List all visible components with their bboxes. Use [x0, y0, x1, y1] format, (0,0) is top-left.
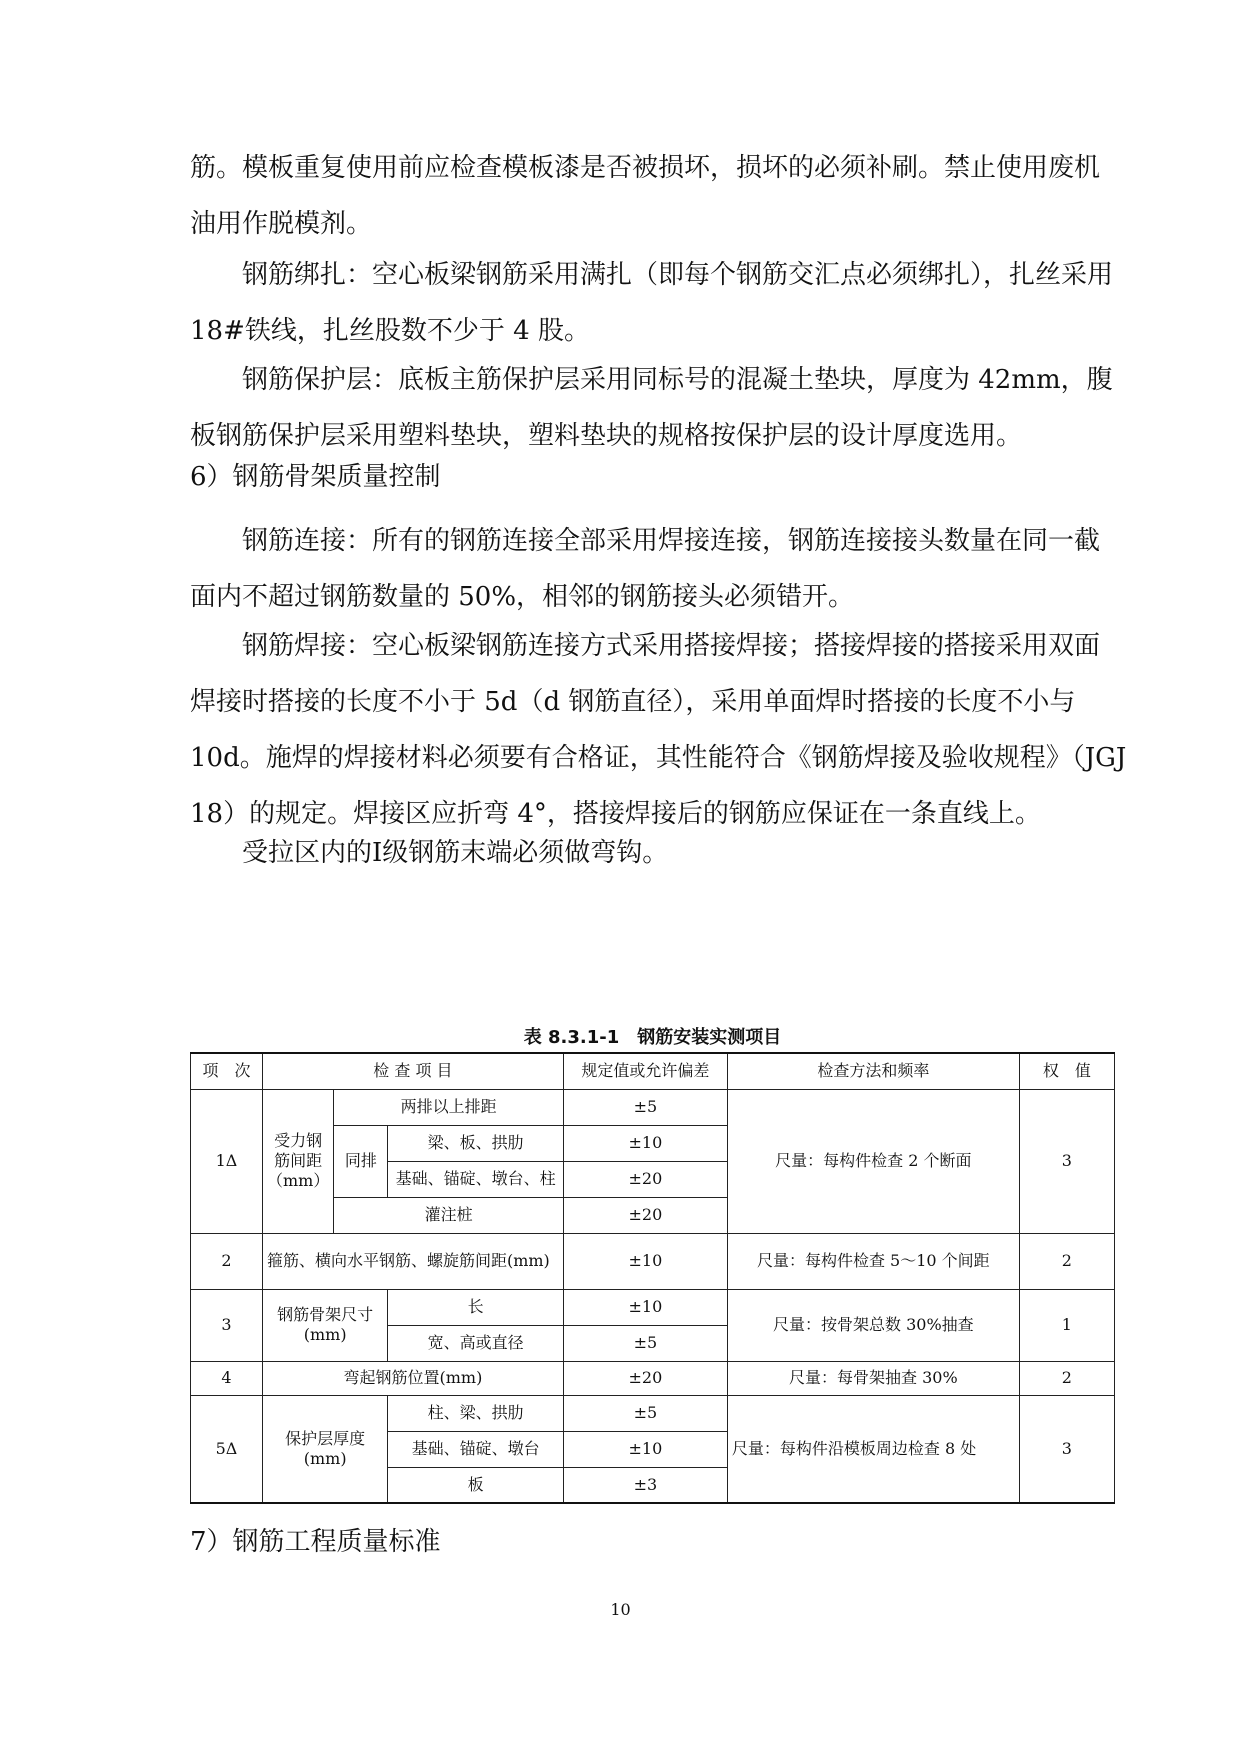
cell-value: ±3 — [563, 1467, 727, 1503]
cell-weight: 3 — [1019, 1395, 1114, 1503]
cell-subitem: 灌注桩 — [334, 1197, 564, 1233]
header-check-item: 检 查 项 目 — [262, 1053, 563, 1089]
paragraph-rebar-welding — [190, 618, 1127, 842]
table-row — [191, 1395, 1115, 1431]
cell-subitem: 宽、高或直径 — [388, 1325, 564, 1361]
cell-item-no: 3 — [191, 1289, 263, 1361]
cell-same-row: 同排 — [334, 1125, 388, 1197]
table-row — [191, 1361, 1115, 1395]
cell-subitem: 基础、锚碇、墩台 — [388, 1431, 564, 1467]
section-heading-7: 7）钢筋工程质量标准 — [190, 1527, 441, 1557]
cell-method: 尺量：每构件检查 2 个断面 — [727, 1089, 1019, 1233]
text-line: 18#铁线，扎丝股数不少于 4 股。 — [190, 316, 590, 346]
table-row — [191, 1233, 1115, 1289]
cell-value: ±10 — [563, 1431, 727, 1467]
cell-value: ±10 — [563, 1233, 727, 1289]
cell-subitem: 梁、板、拱肋 — [388, 1125, 564, 1161]
cell-weight: 3 — [1019, 1089, 1114, 1233]
cell-item: 箍筋、横向水平钢筋、螺旋筋间距(mm) — [262, 1233, 563, 1289]
cell-item: 保护层厚度(mm) — [262, 1395, 387, 1503]
cell-method: 尺量：每骨架抽查 30% — [727, 1361, 1019, 1395]
page-number: 10 — [610, 1600, 631, 1619]
text-line: 10d。施焊的焊接材料必须要有合格证，其性能符合《钢筋焊接及验收规程》（JGJ — [190, 743, 1127, 773]
section-heading-6: 6）钢筋骨架质量控制 — [190, 462, 441, 492]
header-item-no: 项 次 — [191, 1053, 263, 1089]
table-header-row — [191, 1053, 1115, 1089]
paragraph-rebar-connection — [190, 513, 1115, 625]
cell-subitem: 板 — [388, 1467, 564, 1503]
cell-method: 尺量：每构件检查 5～10 个间距 — [727, 1233, 1019, 1289]
cell-item-no: 2 — [191, 1233, 263, 1289]
paragraph-rebar-cover — [190, 352, 1115, 464]
text-line: 18）的规定。焊接区应折弯 4°，搭接焊接后的钢筋应保证在一条直线上。 — [190, 799, 1041, 829]
cell-value: ±20 — [563, 1361, 727, 1395]
cell-value: ±10 — [563, 1289, 727, 1325]
cell-method: 尺量：每构件沿模板周边检查 8 处 — [727, 1395, 1019, 1503]
cell-item-no: 5Δ — [191, 1395, 263, 1503]
cell-item-no: 4 — [191, 1361, 263, 1395]
rebar-inspection-table — [190, 1052, 1115, 1504]
cell-value: ±20 — [563, 1161, 727, 1197]
text-line: 板钢筋保护层采用塑料垫块，塑料垫块的规格按保护层的设计厚度选用。 — [190, 421, 1023, 451]
text-line: 面内不超过钢筋数量的 50%，相邻的钢筋接头必须错开。 — [190, 582, 855, 612]
cell-weight: 2 — [1019, 1233, 1114, 1289]
text-line: 受拉区内的Ⅰ级钢筋末端必须做弯钩。 — [242, 838, 669, 868]
cell-subitem: 两排以上排距 — [334, 1089, 564, 1125]
cell-value: ±5 — [563, 1395, 727, 1431]
cell-value: ±5 — [563, 1325, 727, 1361]
header-weight: 权 值 — [1019, 1053, 1114, 1089]
text-line: 钢筋保护层：底板主筋保护层采用同标号的混凝土垫块，厚度为 42mm，腹 — [242, 365, 1113, 395]
text-line: 焊接时搭接的长度不小于 5d（d 钢筋直径），采用单面焊时搭接的长度不小与 — [190, 687, 1076, 717]
cell-subitem: 长 — [388, 1289, 564, 1325]
text-line: 钢筋绑扎：空心板梁钢筋采用满扎（即每个钢筋交汇点必须绑扎），扎丝采用 — [242, 260, 1114, 290]
text-line: 筋。模板重复使用前应检查模板漆是否被损坏，损坏的必须补刷。禁止使用废机 — [190, 153, 1101, 183]
cell-value: ±5 — [563, 1089, 727, 1125]
cell-item-no: 1Δ — [191, 1089, 263, 1233]
paragraph-rebar-tying — [190, 247, 1115, 359]
cell-weight: 2 — [1019, 1361, 1114, 1395]
table-title: 表 8.3.1-1 钢筋安装实测项目 — [523, 1027, 782, 1048]
text-line: 钢筋焊接：空心板梁钢筋连接方式采用搭接焊接；搭接焊接的搭接采用双面 — [242, 631, 1101, 661]
paragraph-hook — [190, 825, 1115, 881]
paragraph-formwork — [190, 140, 1115, 252]
cell-subitem: 基础、锚碇、墩台、柱 — [388, 1161, 564, 1197]
text-line: 油用作脱模剂。 — [190, 209, 373, 239]
cell-method: 尺量：按骨架总数 30%抽查 — [727, 1289, 1019, 1361]
cell-item: 钢筋骨架尺寸(mm) — [262, 1289, 387, 1361]
header-allowed: 规定值或允许偏差 — [563, 1053, 727, 1089]
cell-value: ±20 — [563, 1197, 727, 1233]
cell-value: ±10 — [563, 1125, 727, 1161]
table-row — [191, 1089, 1115, 1125]
cell-subitem: 柱、梁、拱肋 — [388, 1395, 564, 1431]
text-line: 钢筋连接：所有的钢筋连接全部采用焊接连接，钢筋连接接头数量在同一截 — [242, 526, 1101, 556]
cell-weight: 1 — [1019, 1289, 1114, 1361]
cell-group: 受力钢筋间距（mm） — [262, 1089, 333, 1233]
header-method: 检查方法和频率 — [727, 1053, 1019, 1089]
table-row — [191, 1289, 1115, 1325]
cell-item: 弯起钢筋位置(mm) — [262, 1361, 563, 1395]
